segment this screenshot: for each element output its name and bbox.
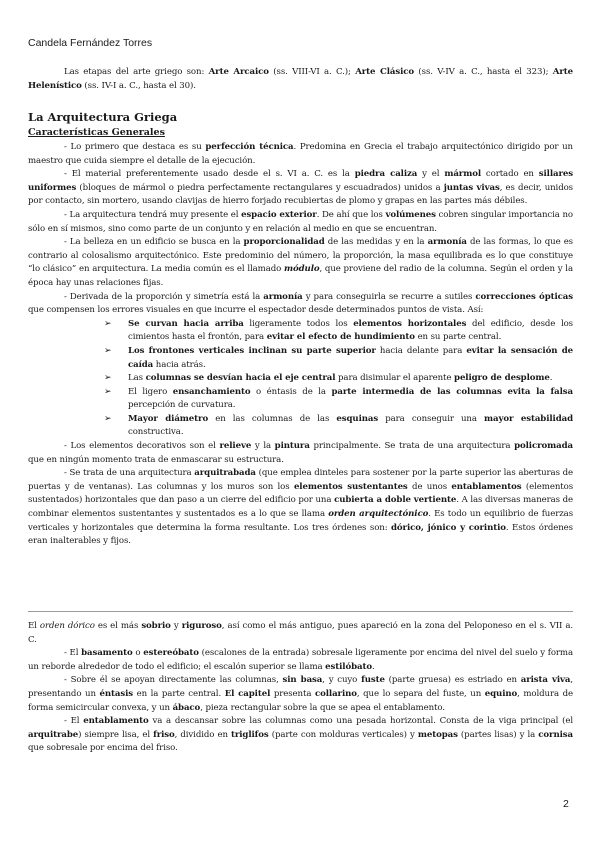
text: (ss. VIII-VI a. C.); — [268, 67, 356, 77]
section-title: La Arquitectura Griega — [28, 110, 178, 124]
text: ligeramente todos los — [243, 318, 354, 329]
paragraph-basement — [28, 647, 573, 674]
bold-text: sobrio — [141, 621, 171, 631]
text: . A las diversas maneras de combinar elementos sustentantes y sustentados es a lo que se llama — [28, 495, 574, 520]
bold-text: mármol — [444, 169, 482, 180]
bold-text: relieve — [219, 441, 252, 452]
characteristics-section — [28, 141, 573, 549]
text: , que proviene del radio de la columna. Según el orden y la época hay unas relaciones fijas. — [28, 264, 573, 288]
text: para disimular el aparente — [335, 373, 455, 384]
text: en su parte central. — [414, 332, 502, 343]
bold-text: fuste — [361, 675, 385, 686]
paragraph-technique — [28, 141, 573, 168]
text: (bloques de mármol o piedra perfectamente rectangulares y escuadrados) unidos a — [76, 182, 444, 193]
text: presenta — [270, 688, 315, 699]
text: que sobresale por encima del friso. — [28, 743, 178, 754]
paragraph-harmony — [28, 291, 573, 318]
bold-text: collarino — [314, 688, 357, 699]
text: en la parte central. — [133, 688, 225, 699]
arrow-bullet-icon: ➢ — [104, 345, 112, 356]
text: , dividido en — [174, 729, 231, 740]
page-number: 2 — [563, 798, 569, 810]
text: Las — [128, 373, 146, 384]
bold-text: correcciones ópticas — [475, 291, 573, 302]
text: - El — [64, 648, 82, 659]
text: hacia delante para — [375, 345, 467, 356]
bold-text: riguroso — [181, 621, 222, 631]
paragraph-proportion — [28, 236, 573, 290]
bold-text: Se curvan hacia arriba — [128, 318, 244, 329]
bold-text: ábaco — [172, 702, 201, 713]
text: . De ahí que los — [316, 209, 386, 220]
text: - La arquitectura tendrá muy presente el — [64, 209, 242, 220]
bold-text: sin basa — [282, 675, 323, 686]
text: Las etapas del arte griego son: — [64, 67, 209, 77]
text: (parte con molduras verticales) y — [268, 729, 418, 740]
bold-text: cubierta a doble vertiente — [334, 495, 457, 506]
bold-text: proporcionalidad — [243, 237, 325, 248]
text: , pieza rectangular sobre la que se apea el entablamento. — [200, 702, 445, 713]
bold-italic-text: orden arquitectónico — [328, 509, 429, 520]
bold-text: triglifos — [230, 729, 269, 740]
arrow-bullet-icon: ➢ — [104, 373, 112, 384]
bold-text: sillares uniformes — [28, 169, 573, 193]
paragraph-decoration — [28, 440, 573, 467]
text: , que lo separa del fuste, un — [356, 688, 485, 699]
text: de las formas, lo que es contrario al colosalismo arquitectónico. Este predominio del número, la proporción, la masa equilibrada es lo que constituye “lo clásico” en arquitectura. La media común es el llamado — [28, 237, 573, 275]
bold-text: policromada — [514, 441, 573, 452]
bold-text: armonía — [263, 291, 303, 302]
text: (que emplea dinteles para sostener por la parte superior las aberturas de puertas y de ventanas). Las columnas y los muros son los — [28, 468, 573, 492]
optical-corrections-list — [28, 318, 573, 440]
bold-text: juntas vivas — [443, 182, 500, 193]
list-item — [104, 372, 573, 386]
bold-text: Arte Clásico — [355, 67, 415, 77]
text: El ligero — [128, 386, 173, 397]
bold-text: friso — [153, 729, 175, 740]
bold-text: evitar la sensación de caída — [128, 345, 573, 370]
arrow-bullet-icon: ➢ — [104, 318, 112, 329]
bold-text: peligro de desplome — [454, 373, 550, 384]
bold-text: arquitrabe — [28, 729, 79, 740]
text: de unos — [407, 481, 452, 492]
text: - El material preferentemente usado desde el s. VI a. C. es la — [64, 169, 355, 180]
paragraph-architectural-order — [28, 467, 573, 549]
bold-text: parte intermedia de las columnas evita la falsa — [331, 386, 573, 397]
text: cortado en — [481, 169, 539, 180]
paragraph-exterior-space — [28, 209, 573, 236]
text: , así como el más antiguo, pues apareció en la zona del Peloponeso en el s. VII a. C. — [28, 621, 573, 645]
text: hacia atrás. — [153, 359, 206, 370]
text: - El — [64, 716, 84, 727]
bold-text: perfección técnica — [205, 142, 294, 152]
text: . Es todo un equilibrio de fuerzas verticales y horizontales que determina la forma resultante. Los tres órdenes son: — [28, 509, 573, 533]
text: o éntasis de la — [250, 386, 332, 397]
paragraph-entablature — [28, 715, 573, 756]
text: en las columnas de las — [208, 413, 337, 424]
text: para conseguir una — [378, 413, 485, 424]
text: percepción de curvatura. — [128, 400, 236, 411]
bold-text: El capitel — [224, 688, 271, 699]
bold-text: evitar el efecto de hundimiento — [266, 332, 415, 343]
text: - Derivada de la proporción y simetría está la — [64, 291, 264, 302]
text: - La belleza en un edificio se busca en la — [64, 237, 244, 248]
subsection-title: Características Generales — [28, 127, 165, 138]
text: de las medidas y en la — [324, 237, 428, 248]
bold-text: arista viva — [520, 675, 571, 686]
text: y la — [251, 441, 275, 452]
bold-text: columnas se desvían hacia el eje central — [145, 373, 336, 384]
italic-text: orden dórico — [39, 621, 95, 631]
bold-text: espacio exterior — [241, 209, 317, 220]
text: El — [28, 621, 40, 631]
bold-text: equino — [484, 688, 518, 699]
doric-order-section — [28, 620, 573, 756]
list-item — [104, 413, 573, 440]
text: , y cuyo — [322, 675, 362, 686]
bold-text: mayor estabilidad — [484, 413, 573, 424]
text: (partes lisas) y la — [457, 729, 539, 740]
text: del edificio, desde los cimientos hasta el frontón, para — [128, 318, 573, 343]
text: - Lo primero que destaca es su — [64, 142, 206, 152]
text: principalmente. Se trata de una arquitectura — [309, 441, 515, 452]
text: y para conseguirla se recurre a sutiles — [302, 291, 476, 302]
text: que en ningún momento trata de enmascarar su estructura. — [28, 454, 284, 465]
text: - Los elementos decorativos son el — [64, 441, 220, 452]
bold-text: entablamento — [83, 716, 149, 727]
text: - Sobre él se apoyan directamente las columnas, — [64, 675, 283, 686]
text: va a descansar sobre las columnas como una pesada horizontal. Consta de la viga principal (el — [148, 716, 573, 727]
bold-text: basamento — [81, 648, 133, 659]
bold-text: Los frontones verticales inclinan su parte superior — [128, 345, 376, 356]
text: , moldura de forma semicircular convexa, y un — [28, 688, 574, 713]
list-item — [104, 386, 573, 413]
text: (ss. IV-I a. C., hasta el 30). — [81, 80, 196, 91]
arrow-bullet-icon: ➢ — [104, 386, 112, 397]
text: es el más — [94, 621, 142, 631]
text: cobren singular importancia no sólo en sí mismos, sino como parte de un conjunto y en relación al medio en que se encuentran. — [28, 209, 573, 234]
bold-text: volúmenes — [385, 209, 436, 220]
intro-paragraph — [28, 66, 573, 93]
list-item — [104, 318, 573, 345]
bold-text: elementos horizontales — [353, 318, 467, 329]
paragraph-columns — [28, 674, 573, 715]
bold-text: Arte Arcaico — [208, 67, 269, 77]
text: . — [371, 661, 375, 672]
bold-text: ensanchamiento — [172, 386, 251, 397]
text: - Se trata de una arquitectura — [64, 468, 195, 479]
arrow-bullet-icon: ➢ — [104, 413, 112, 424]
bold-text: Mayor diámetro — [128, 413, 209, 424]
text: ) siempre lisa, el — [78, 729, 154, 740]
bold-text: éntasis — [99, 688, 133, 699]
bold-text: pintura — [274, 441, 310, 452]
section-divider — [28, 611, 573, 612]
text: y — [170, 621, 182, 631]
text: , es decir, unidos por contacto, sin mortero, usando clavijas de hierro forjado recubiertas de plomo y grapas en las partes más débiles. — [28, 182, 573, 207]
text: (escalones de la entrada) sobresale ligeramente por encima del nivel del suelo y forma un reborde alrededor de todo el edificio; el escalón superior se llama — [28, 648, 573, 672]
author-header: Candela Fernández Torres — [28, 37, 153, 49]
bold-text: esquinas — [336, 413, 379, 424]
bold-text: elementos sustentantes — [293, 481, 408, 492]
text: que compensen los errores visuales en que incurre el espectador desde determinados puntos de vista. Así: — [28, 305, 484, 316]
paragraph-material — [28, 168, 573, 209]
bold-text: entablamentos — [451, 481, 522, 492]
bold-italic-text: módulo — [284, 264, 320, 275]
text: (elementos sustentados) horizontales que dan paso a un cierre del edificio por una — [28, 481, 573, 506]
text: (parte gruesa) es estriado en — [384, 675, 521, 686]
text: , presentando un — [28, 675, 574, 699]
text: . Predomina en Grecia el trabajo arquitectónico dirigido por un maestro que cuida siempre el detalle de la ejecución. — [28, 142, 573, 166]
text: constructiva. — [128, 427, 184, 438]
bold-text: estereóbato — [143, 648, 199, 659]
text: (ss. V-IV a. C., hasta el 323); — [414, 67, 553, 77]
bold-text: estilóbato — [325, 661, 372, 672]
text: . — [549, 373, 553, 384]
bold-text: dórico, jónico y corintio — [391, 522, 506, 533]
bold-text: piedra caliza — [354, 169, 418, 180]
list-item — [104, 345, 573, 372]
bold-text: metopas — [417, 729, 458, 740]
bold-text: arquitrabada — [194, 468, 256, 479]
paragraph-doric-intro — [28, 620, 573, 647]
bold-text: Arte Helenístico — [28, 67, 573, 91]
text: o — [132, 648, 144, 659]
text: y el — [417, 169, 445, 180]
bold-text: cornisa — [538, 729, 573, 740]
text: . Estos órdenes eran inalterables y fijos. — [28, 522, 573, 547]
bold-text: armonía — [427, 237, 467, 248]
